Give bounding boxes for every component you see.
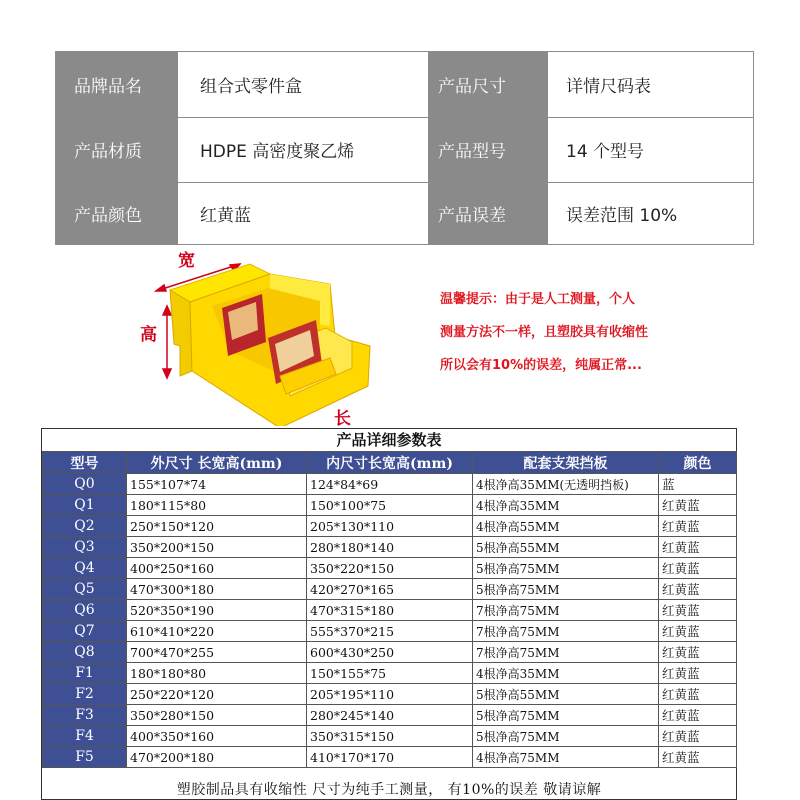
table-row <box>43 726 737 747</box>
stand-baffle-cell: 4根净高35MM(无透明挡板) <box>473 474 659 495</box>
inner-size-cell: 350*315*150 <box>307 726 473 747</box>
table-footer-note: 塑胶制品具有收缩性 尺寸为纯手工测量， 有10%的误差 敬请谅解 <box>176 782 602 798</box>
stand-baffle-cell: 7根净高75MM <box>473 621 659 642</box>
outer-size-cell: 470*200*180 <box>127 747 307 768</box>
spec-row <box>56 117 753 183</box>
notice-line: 所以会有10%的误差，纯属正常... <box>440 358 642 373</box>
inner-size-cell: 350*220*150 <box>307 558 473 579</box>
color-cell: 红黄蓝 <box>659 621 737 642</box>
measurement-notice <box>440 283 740 382</box>
spec-row <box>56 52 753 118</box>
inner-size-cell: 150*100*75 <box>307 495 473 516</box>
stand-baffle-cell: 4根净高75MM <box>473 747 659 768</box>
column-header: 型号 <box>43 452 127 474</box>
parameter-table <box>42 451 737 768</box>
outer-size-cell: 400*350*160 <box>127 726 307 747</box>
stand-baffle-cell: 7根净高75MM <box>473 642 659 663</box>
outer-size-cell: 520*350*190 <box>127 600 307 621</box>
spec-value: 红黄蓝 <box>200 206 251 226</box>
table-row <box>43 705 737 726</box>
inner-size-cell: 280*180*140 <box>307 537 473 558</box>
model-cell: Q3 <box>43 537 127 558</box>
model-cell: Q5 <box>43 579 127 600</box>
spec-value: 14 个型号 <box>566 142 645 162</box>
stand-baffle-cell: 4根净高35MM <box>473 663 659 684</box>
model-cell: Q8 <box>43 642 127 663</box>
model-cell: F4 <box>43 726 127 747</box>
table-row <box>43 663 737 684</box>
inner-size-cell: 470*315*180 <box>307 600 473 621</box>
table-row <box>43 558 737 579</box>
inner-size-cell: 600*430*250 <box>307 642 473 663</box>
table-row <box>43 495 737 516</box>
product-spec-grid <box>55 51 754 245</box>
spec-value: 组合式零件盒 <box>200 77 302 97</box>
color-cell: 红黄蓝 <box>659 747 737 768</box>
stand-baffle-cell: 5根净高55MM <box>473 537 659 558</box>
outer-size-cell: 180*115*80 <box>127 495 307 516</box>
stand-baffle-cell: 5根净高75MM <box>473 726 659 747</box>
spec-value: HDPE 高密度聚乙烯 <box>200 142 355 162</box>
parameter-table-panel <box>41 428 737 800</box>
stand-baffle-cell: 5根净高75MM <box>473 705 659 726</box>
outer-size-cell: 610*410*220 <box>127 621 307 642</box>
spec-row <box>56 182 753 245</box>
inner-size-cell: 280*245*140 <box>307 705 473 726</box>
color-cell: 红黄蓝 <box>659 663 737 684</box>
spec-value: 误差范围 10% <box>566 206 678 226</box>
inner-size-cell: 420*270*165 <box>307 579 473 600</box>
yellow-bin-icon <box>170 264 370 426</box>
table-row <box>43 537 737 558</box>
table-row <box>43 579 737 600</box>
color-cell: 红黄蓝 <box>659 684 737 705</box>
height-label: 高 <box>140 325 157 345</box>
model-cell: Q4 <box>43 558 127 579</box>
color-cell: 红黄蓝 <box>659 495 737 516</box>
spec-label: 品牌品名 <box>56 52 178 117</box>
outer-size-cell: 470*300*180 <box>127 579 307 600</box>
outer-size-cell: 155*107*74 <box>127 474 307 495</box>
notice-line: 温馨提示：由于是人工测量，个人 <box>440 292 636 307</box>
color-cell: 红黄蓝 <box>659 558 737 579</box>
outer-size-cell: 250*150*120 <box>127 516 307 537</box>
stand-baffle-cell: 4根净高55MM <box>473 516 659 537</box>
color-cell: 红黄蓝 <box>659 726 737 747</box>
outer-size-cell: 400*250*160 <box>127 558 307 579</box>
outer-size-cell: 180*180*80 <box>127 663 307 684</box>
column-header: 内尺寸长宽高(mm) <box>307 452 473 474</box>
table-row <box>43 642 737 663</box>
outer-size-cell: 350*280*150 <box>127 705 307 726</box>
model-cell: F5 <box>43 747 127 768</box>
color-cell: 红黄蓝 <box>659 705 737 726</box>
color-cell: 红黄蓝 <box>659 516 737 537</box>
table-title: 产品详细参数表 <box>336 431 442 449</box>
color-cell: 红黄蓝 <box>659 642 737 663</box>
table-row <box>43 747 737 768</box>
width-label: 宽 <box>178 251 195 271</box>
model-cell: Q2 <box>43 516 127 537</box>
inner-size-cell: 410*170*170 <box>307 747 473 768</box>
stand-baffle-cell: 5根净高75MM <box>473 558 659 579</box>
table-row <box>43 621 737 642</box>
model-cell: Q1 <box>43 495 127 516</box>
model-cell: Q7 <box>43 621 127 642</box>
outer-size-cell: 250*220*120 <box>127 684 307 705</box>
inner-size-cell: 205*195*110 <box>307 684 473 705</box>
model-cell: F2 <box>43 684 127 705</box>
length-label: 长 <box>334 409 351 426</box>
outer-size-cell: 700*470*255 <box>127 642 307 663</box>
inner-size-cell: 124*84*69 <box>307 474 473 495</box>
color-cell: 蓝 <box>659 474 737 495</box>
table-row <box>43 600 737 621</box>
inner-size-cell: 205*130*110 <box>307 516 473 537</box>
column-header: 配套支架挡板 <box>473 452 659 474</box>
column-header: 外尺寸 长宽高(mm) <box>127 452 307 474</box>
stand-baffle-cell: 7根净高75MM <box>473 600 659 621</box>
spec-label: 产品尺寸 <box>428 52 548 117</box>
spec-label: 产品颜色 <box>56 182 178 245</box>
spec-value: 详情尺码表 <box>566 77 651 97</box>
stand-baffle-cell: 4根净高35MM <box>473 495 659 516</box>
inner-size-cell: 150*155*75 <box>307 663 473 684</box>
inner-size-cell: 555*370*215 <box>307 621 473 642</box>
color-cell: 红黄蓝 <box>659 579 737 600</box>
parts-bin-illustration <box>130 246 390 426</box>
notice-line: 测量方法不一样，且塑胶具有收缩性 <box>440 325 649 340</box>
model-cell: F3 <box>43 705 127 726</box>
table-row <box>43 474 737 495</box>
model-cell: F1 <box>43 663 127 684</box>
spec-label: 产品材质 <box>56 117 178 182</box>
table-row <box>43 516 737 537</box>
table-row <box>43 684 737 705</box>
model-cell: Q0 <box>43 474 127 495</box>
color-cell: 红黄蓝 <box>659 537 737 558</box>
table-header-row <box>43 452 737 474</box>
model-cell: Q6 <box>43 600 127 621</box>
spec-label: 产品误差 <box>428 182 548 245</box>
stand-baffle-cell: 5根净高55MM <box>473 684 659 705</box>
outer-size-cell: 350*200*150 <box>127 537 307 558</box>
spec-label: 产品型号 <box>428 117 548 182</box>
column-header: 颜色 <box>659 452 737 474</box>
color-cell: 红黄蓝 <box>659 600 737 621</box>
stand-baffle-cell: 5根净高75MM <box>473 579 659 600</box>
